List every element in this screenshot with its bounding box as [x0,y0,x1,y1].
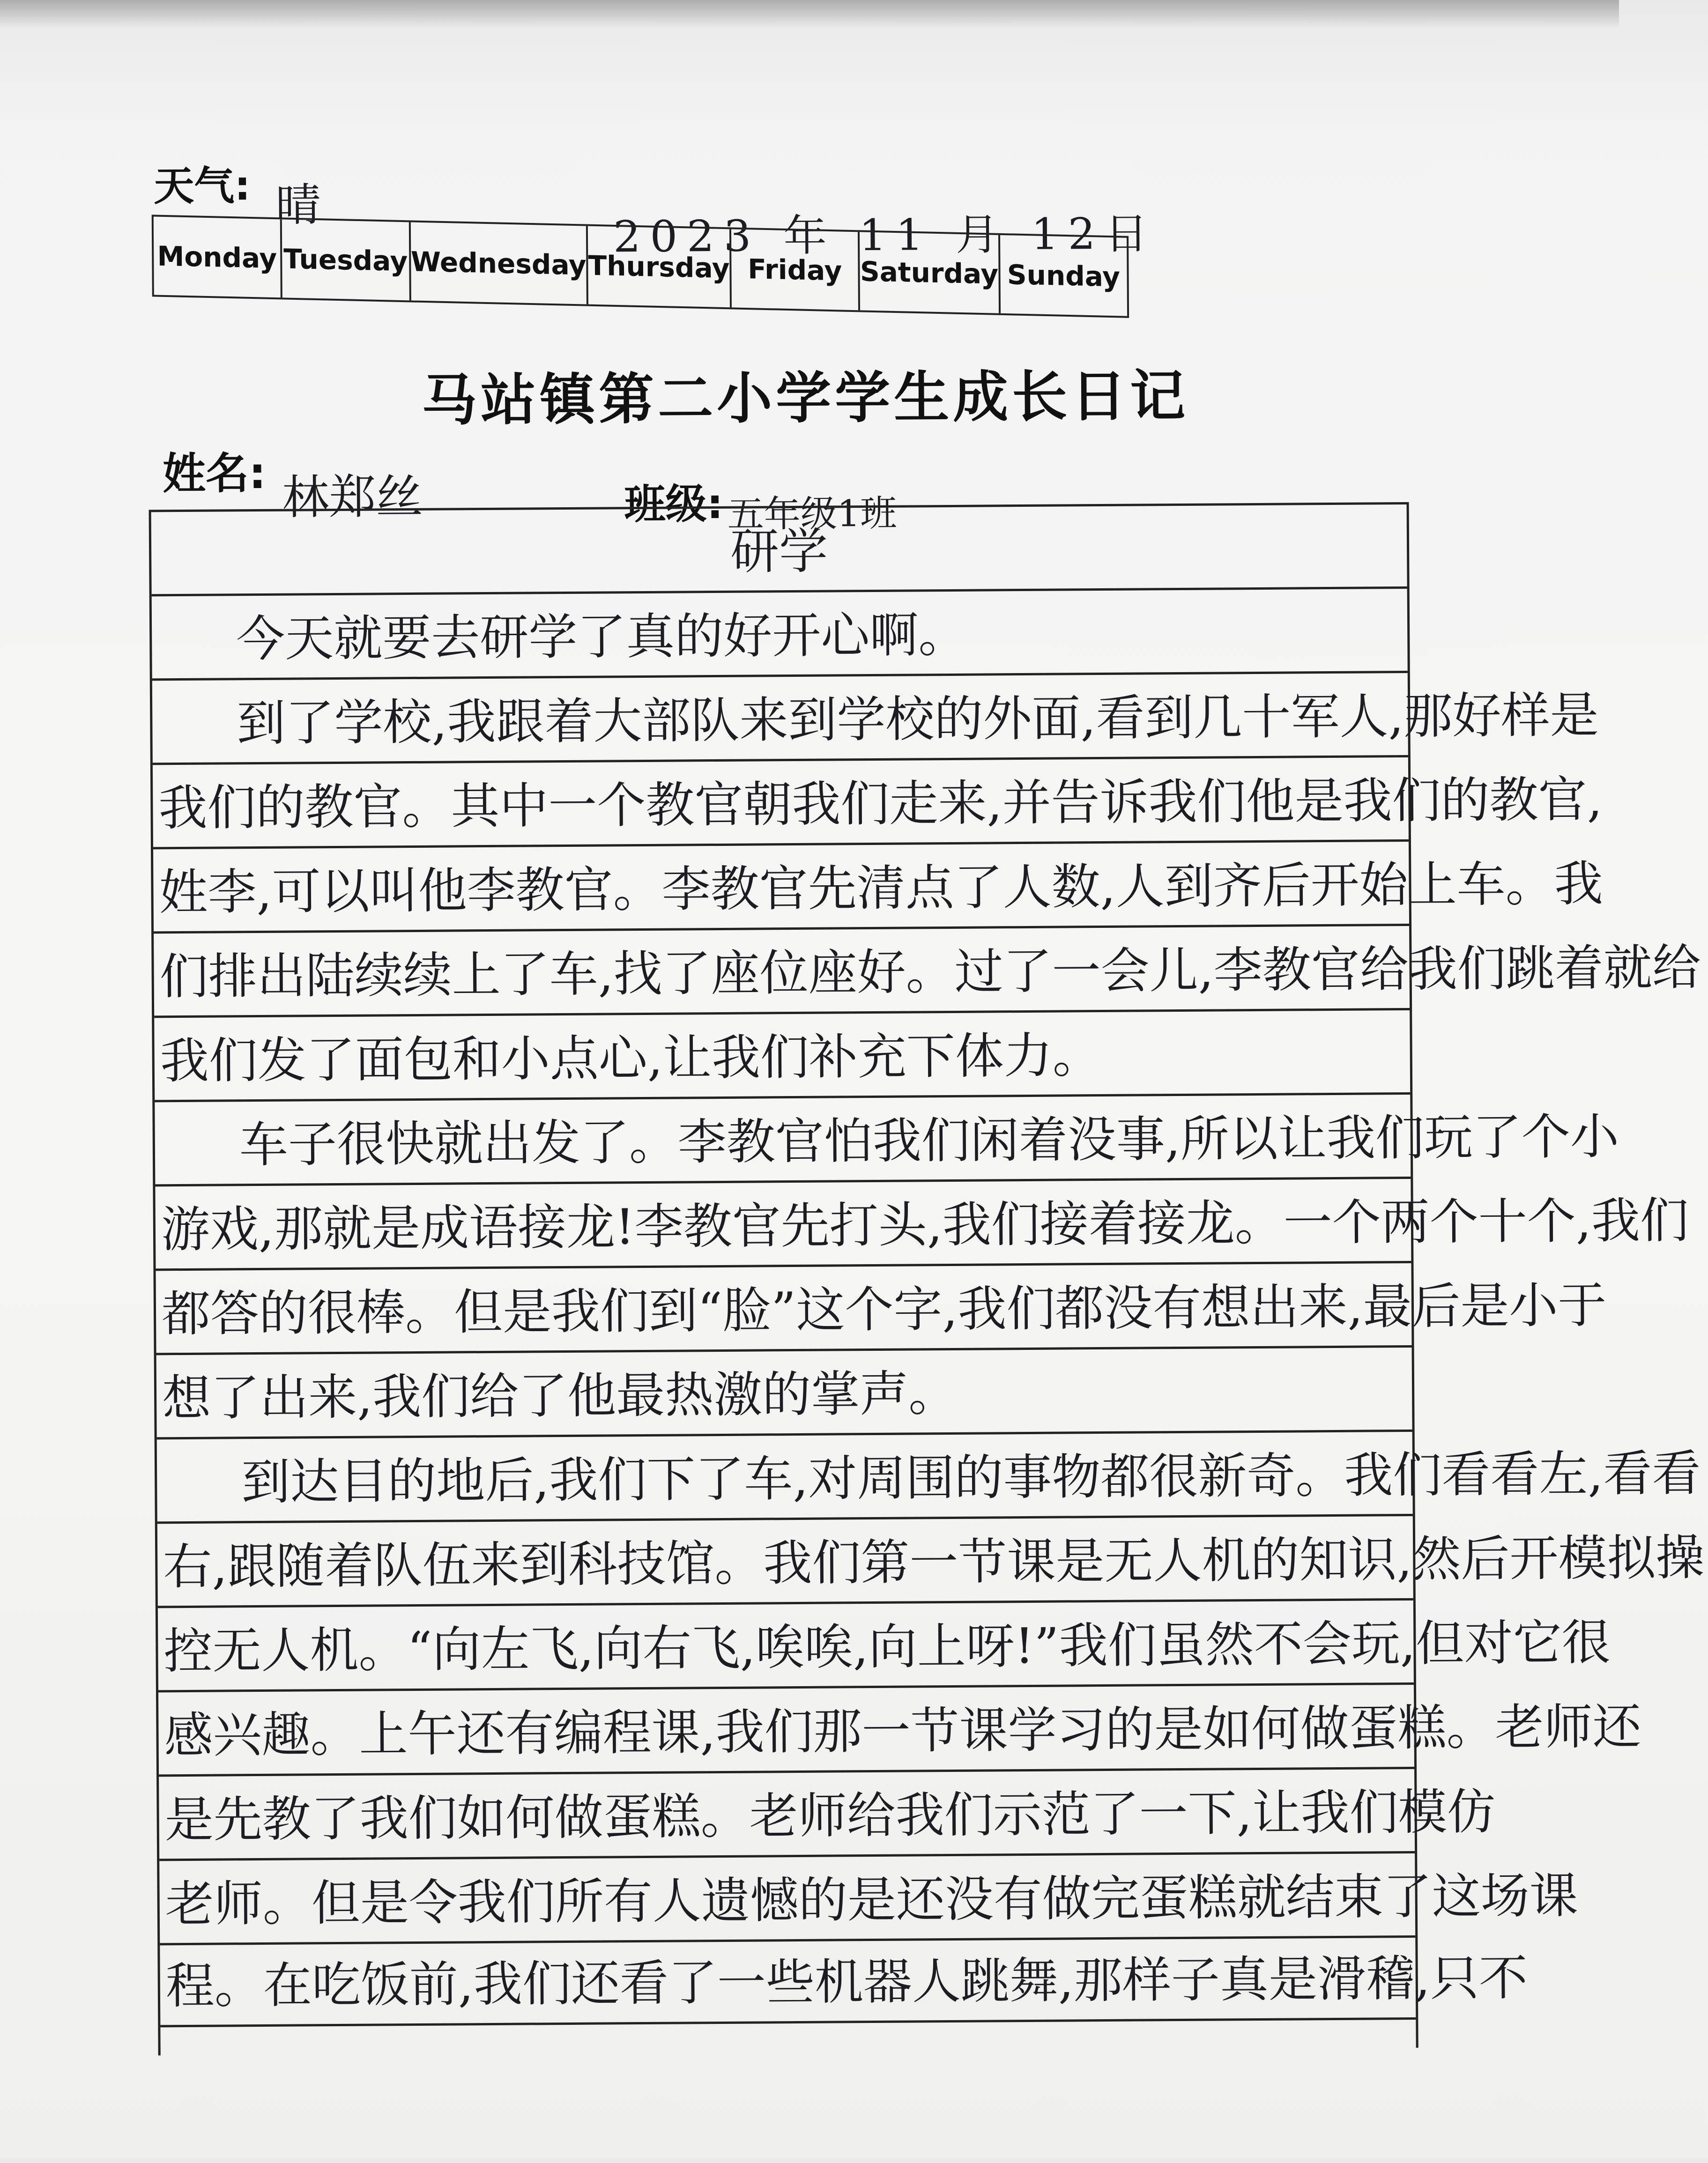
diary-row [152,671,1599,763]
diary-row [158,1598,1611,1690]
weekday-wednesday: Wednesday [410,222,588,304]
diary-row [158,1682,1641,1774]
diary-row [160,1935,1528,2027]
diary-line: 今天就要去研学了真的好开心啊。 [236,606,967,668]
diary-line: 姓李,可以叫他李教官。李教官先清点了人数,人到齐后开始上车。我 [159,855,1604,921]
diary-row [159,1851,1579,1943]
page-title: 马站镇第二小学学生成长日记 [421,363,1189,433]
diary-line: 到了学校,我跟着大部队来到学校的外面,看到几十军人,那好样是 [236,686,1599,752]
diary-line: 感兴趣。上午还有编程课,我们那一节课学习的是如何做蛋糕。老师还 [164,1698,1641,1764]
diary-line: 游戏,那就是成语接龙!李教官先打头,我们接着接龙。一个两个十个,我们 [161,1192,1689,1259]
weekday-friday: Friday [731,229,860,310]
diary-line: 老师。但是令我们所有人遗憾的是还没有做完蛋糕就结束了这场课 [165,1867,1579,1933]
diary-row [155,1092,1619,1184]
name-label: 姓名: [162,448,267,499]
weekday-monday: Monday [154,216,282,297]
diary-row [154,924,1701,1015]
name-value: 林郑丝 [282,469,423,525]
diary-heading: 研学 [730,522,828,580]
class-label: 班级: [624,479,724,529]
diary-row [157,1430,1701,1521]
diary-row [156,1345,1412,1437]
diary-line: 都答的很棒。但是我们到“脸”这个字,我们都没有想出来,最后是小于 [161,1276,1607,1343]
diary-row [153,755,1603,847]
diary-line: 车子很快就出发了。李教官怕我们闲着没事,所以让我们玩了个小 [239,1108,1619,1174]
diary-row [152,586,1408,678]
weekday-sunday: Sunday [1007,258,1121,293]
diary-line: 我们发了面包和小点心,让我们补充下体力。 [160,1027,1102,1090]
diary-row [153,839,1604,931]
diary-line: 我们的教官。其中一个教官朝我们走来,并告诉我们他是我们的教官, [158,770,1603,837]
diary-row [157,1514,1705,1606]
weather-label: 天气: [154,163,251,210]
diary-row [159,1767,1496,1859]
diary-line: 们排出陆续续上了车,找了座位座好。过了一会儿,李教官给我们跳着就给 [159,939,1701,1006]
weekday-thursday: Thursday [588,226,732,308]
diary-grid [149,502,1705,2055]
diary-row [156,1261,1607,1353]
diary-row [151,502,1407,594]
weekday-saturday: Saturday [860,232,1000,313]
weekday-tuesday: Tuesday [282,219,411,300]
diary-row [155,1177,1689,1268]
class-value: 五年级1班 [727,492,897,536]
diary-line: 右,跟随着队伍来到科技馆。我们第一节课是无人机的知识,然后开模拟操 [163,1529,1705,1596]
diary-line: 到达目的地后,我们下了车,对周围的事物都很新奇。我们看看左,看看 [241,1444,1701,1511]
diary-line: 是先教了我们如何做蛋糕。老师给我们示范了一下,让我们模仿 [164,1783,1496,1849]
diary-line: 程。在吃饭前,我们还看了一些机器人跳舞,那样子真是滑稽,只不 [165,1949,1528,2015]
diary-line: 想了出来,我们给了他最热激的掌声。 [162,1364,958,1427]
diary-line: 控无人机。“向左飞,向右飞,唉唉,向上呀!”我们虽然不会玩,但对它很 [163,1614,1611,1680]
diary-row [154,1008,1410,1100]
date-text: 2023 年 11 月 12日 [613,208,1158,262]
weather-value: 晴 [275,178,321,231]
